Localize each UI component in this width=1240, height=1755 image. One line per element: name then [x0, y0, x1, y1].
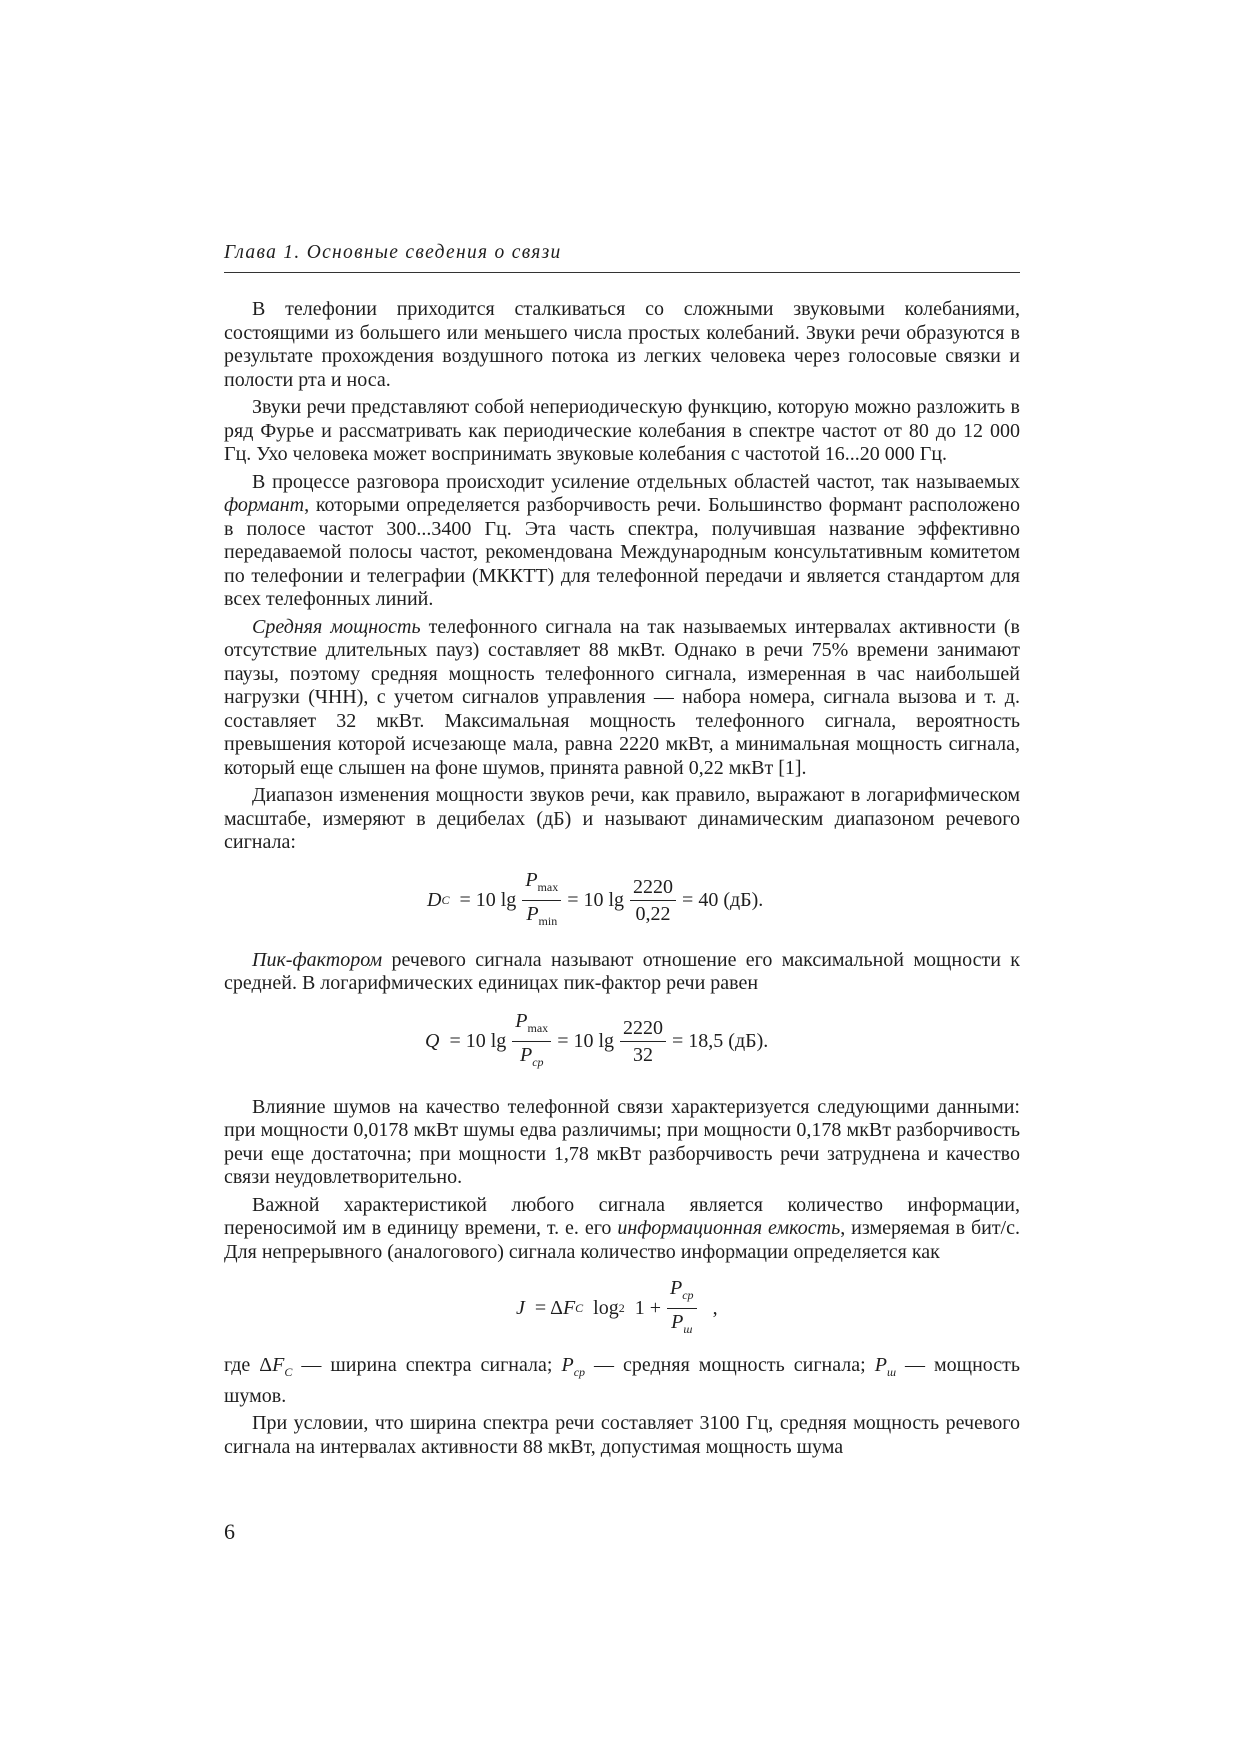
fraction-2220-32: $\frac{2220}{32}$ — [620, 1016, 666, 1067]
paragraph-1: В телефонии приходится сталкиваться со сложными звуковыми колебаниями, состоящими из большего или меньшего числа простых колебаний. Звуки речи образуются в результате прохождения воздушного потока из легких человека через голосовые связки и полости рта и носа. — [224, 298, 1020, 391]
term-formant: формант — [224, 494, 305, 516]
paragraph-8: Важной характеристикой любого сигнала является количество информации, переносимой им в единицу времени, т. е. его информационная емкость, измеряемая в бит/с. Для непрерывного (аналогового) сигнала количество информации определяется как — [224, 1193, 1020, 1263]
paragraph-3: В процессе разговора происходит усиление отдельных областей частот, так называемых формант, которыми определяется разборчивость речи. Большинство формант расположено в полосе частот 300...3400 Гц. Эта часть спектра, получившая название эффективно передаваемой полосы частот, рекомендована Международным консультативным комитетом по телефонии и телеграфии (МККТТ) для телефонной передачи и является стандартом для всех телефонных линий. — [224, 470, 1020, 610]
paragraph-10: При условии, что ширина спектра речи составляет 3100 Гц, средняя мощность речевого сигнала на интервалах активности 88 мкВт, допустимая мощность шума — [224, 1412, 1020, 1458]
chapter-title: Глава 1. Основные сведения о связи — [224, 242, 562, 263]
fraction-psr-psh: $\frac{P_{ср}}{P_ш}$ — [667, 1276, 697, 1341]
paragraph-2: Звуки речи представляют собой непериодическую функцию, которую можно разложить в ряд Фурье и рассматривать как периодические колебания в спектре частот от 80 до 12 000 Гц. Ухо человека может воспринимать звуковые колебания с частотой 16...20 000 Гц. — [224, 396, 1020, 465]
paragraph-6: Пик-фактором речевого сигнала называют отношение его максимальной мощности к средней. В логарифмических единицах пик-фактор речи равен — [224, 948, 1020, 994]
formula-dynamic-range: D C = 10 lg $\frac{P_{max}}{P_{min}}$ = 10 lg $\frac{2220}{0,22}$ = 40 (дБ). — [224, 865, 1020, 937]
formula-information: J = Δ F C log 2 1 + $\frac{P_{ср}}{P_ш}$ , — [224, 1272, 1020, 1344]
running-header — [224, 242, 1020, 273]
term-average-power: Средняя мощность — [252, 615, 421, 638]
term-peak-factor: Пик-фактором — [252, 948, 383, 971]
page-body — [224, 298, 1020, 1459]
paragraph-9: где $\Delta F_C$ — ширина спектра сигнала; $P_{ср}$ — средняя мощность сигнала; $P_ш$ — мощность шумов. — [224, 1354, 1021, 1407]
page-number: 6 — [224, 1519, 235, 1544]
paragraph-7: Влияние шумов на качество телефонной связи характеризуется следующими данными: при мощности 0,0178 мкВт шумы едва различимы; при мощности 0,178 мкВт разборчивость речи еще достаточна; при мощности 1,78 мкВт разборчивость речи затруднена и качество связи неудовлетворительно. — [224, 1095, 1020, 1188]
term-information-capacity: информационная емкость — [617, 1217, 841, 1239]
formula-peak-factor: Q = 10 lg $\frac{P_{max}}{P_{ср}}$ = 10 lg $\frac{2220}{32}$ = 18,5 (дБ). — [224, 1006, 1020, 1078]
fraction-pmax-psr: $\frac{P_{max}}{P_{ср}}$ — [512, 1009, 551, 1074]
paragraph-5: Диапазон изменения мощности звуков речи, как правило, выражают в логарифмическом масштабе, измеряют в децибелах (дБ) и называют динамическим диапазоном речевого сигнала: — [224, 784, 1020, 853]
paragraph-4: Средняя мощность телефонного сигнала на так называемых интервалах активности (в отсутствие длительных пауз) составляет 88 мкВт. Однако в речи 75% времени занимают паузы, поэтому средняя мощность телефонного сигнала, измеренная в час наибольшей нагрузки (ЧНН), с учетом сигналов управления — набора номера, сигнала вызова и т. д. составляет 32 мкВт. Максимальная мощность телефонного сигнала, вероятность превышения которой исчезающе мала, равна 2220 мкВт, а минимальная мощность сигнала, который еще слышен на фоне шумов, принята равной 0,22 мкВт [1]. — [224, 615, 1020, 779]
fraction-pmax-pmin: $\frac{P_{max}}{P_{min}}$ — [522, 868, 561, 933]
fraction-2220-022: $\frac{2220}{0,22}$ — [630, 875, 676, 926]
